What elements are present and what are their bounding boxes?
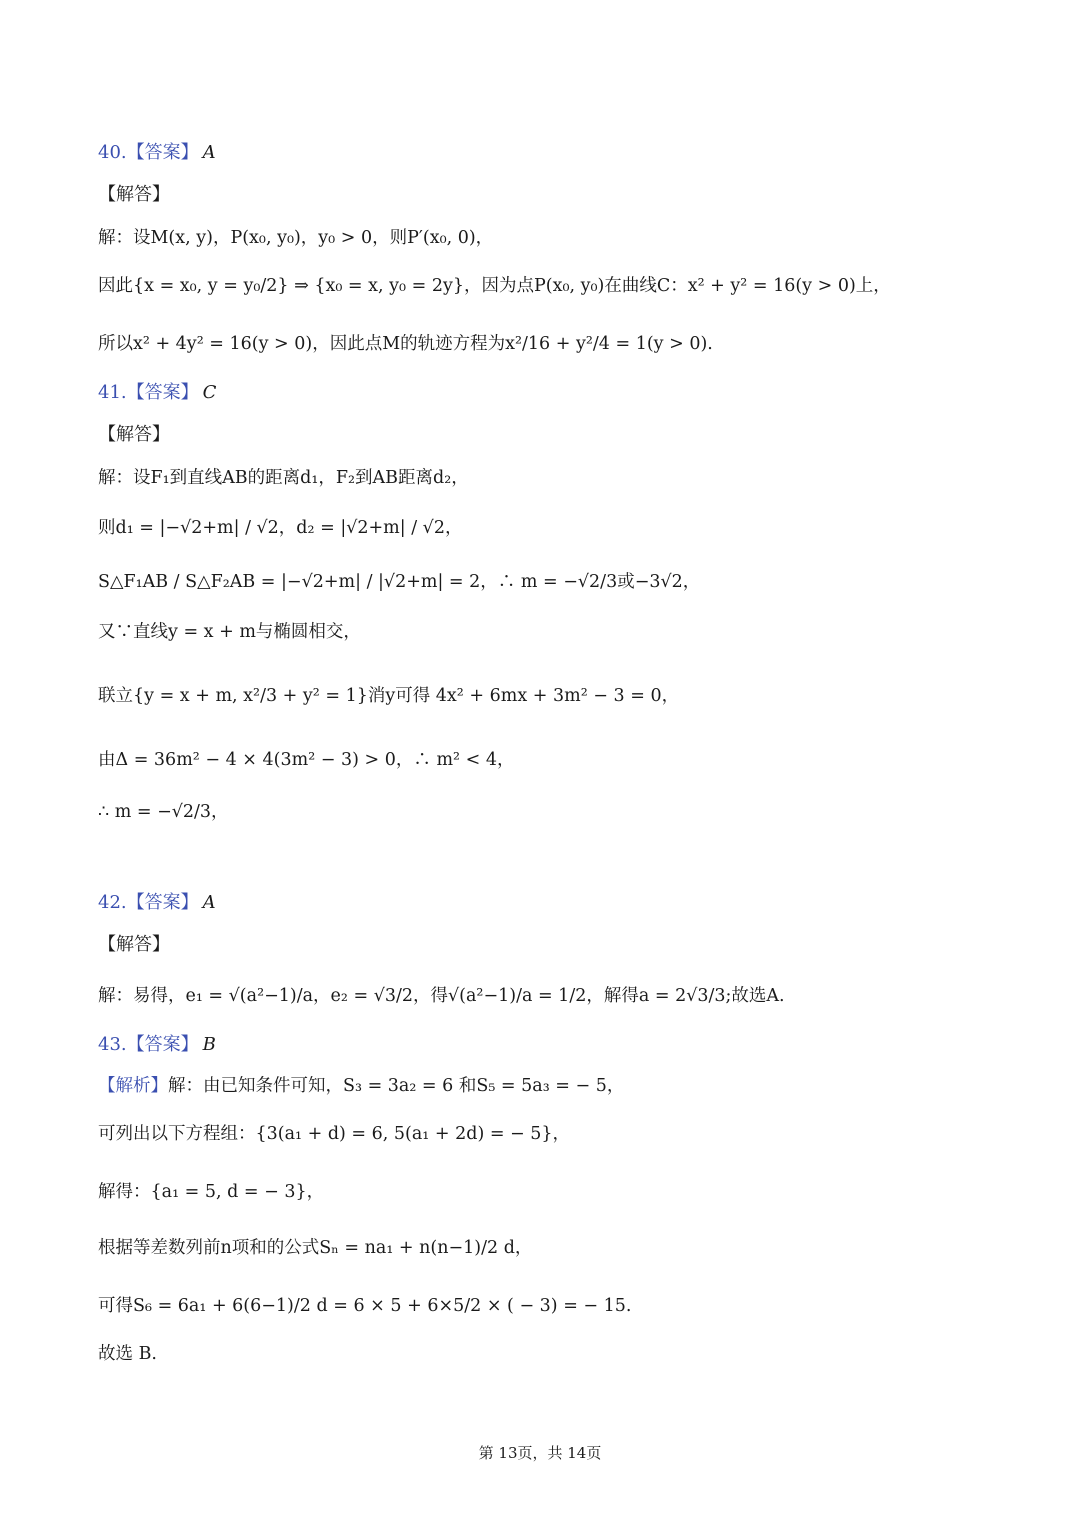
- q41-answer-line: [98, 384, 216, 402]
- q43-line-1-row: [98, 1078, 624, 1096]
- q43-line-1: 解：由已知条件可知，S₃ = 3a₂ = 6 和S₅ = 5a₃ = − 5，: [168, 1076, 625, 1096]
- q43-line-4: 根据等差数列前n项和的公式Sₙ = na₁ + n(n−1)/2 d，: [98, 1238, 533, 1258]
- q40-line-1: 解：设M(x, y)，P(x₀, y₀)，y₀ > 0，则P′(x₀, 0)，: [98, 228, 494, 248]
- q42-line-1: 解：易得，e₁ = √(a²−1)/a，e₂ = √3/2，得√(a²−1)/a = 1/2，解得a = 2√3/3;故选A.: [98, 986, 785, 1006]
- q41-solution-head: 【解答】: [98, 424, 170, 445]
- q43-answer: B: [202, 1034, 216, 1055]
- q40-solution-head: 【解答】: [98, 184, 170, 205]
- q43-answer-line: [98, 1036, 216, 1054]
- q41-line-3: S△F₁AB / S△F₂AB = |−√2+m| / |√2+m| = 2，∴ m = −√2/3或−3√2，: [98, 572, 701, 592]
- q41-line-4: 又∵直线y = x + m与椭圆相交，: [98, 622, 361, 642]
- q40-line-3: 所以x² + 4y² = 16(y > 0)，因此点M的轨迹方程为x²/16 + y²/4 = 1(y > 0).: [98, 334, 713, 354]
- q43-analysis-head: 【解析】: [98, 1076, 168, 1096]
- q43-line-6: 故选 B.: [98, 1344, 157, 1364]
- q43-line-2: 可列出以下方程组：{3(a₁ + d) = 6, 5(a₁ + 2d) = − 5}，: [98, 1124, 571, 1144]
- q40-answer-line: [98, 144, 216, 162]
- q41-line-7: ∴ m = −√2/3，: [98, 802, 229, 822]
- q40-line-2: 因此{x = x₀, y = y₀/2} ⇒ {x₀ = x, y₀ = 2y}，因为点P(x₀, y₀)在曲线C：x² + y² = 16(y > 0)上，: [98, 276, 891, 296]
- q40-number: 40.【答案】: [98, 142, 199, 163]
- q41-line-6: 由Δ = 36m² − 4 × 4(3m² − 3) > 0，∴ m² < 4，: [98, 750, 515, 770]
- q41-answer: C: [202, 382, 217, 403]
- q41-line-2: 则d₁ = |−√2+m| / √2，d₂ = |√2+m| / √2，: [98, 518, 463, 538]
- q41-line-5: 联立{y = x + m, x²/3 + y² = 1}消y可得 4x² + 6mx + 3m² − 3 = 0，: [98, 686, 680, 706]
- page-footer: 第 13页，共 14页: [478, 1444, 602, 1462]
- q40-answer: A: [202, 142, 216, 163]
- q43-line-5: 可得S₆ = 6a₁ + 6(6−1)/2 d = 6 × 5 + 6×5/2 × ( − 3) = − 15.: [98, 1296, 632, 1316]
- q42-number: 42.【答案】: [98, 892, 199, 913]
- q41-line-1: 解：设F₁到直线AB的距离d₁，F₂到AB距离d₂，: [98, 468, 469, 488]
- q41-number: 41.【答案】: [98, 382, 199, 403]
- q42-answer-line: [98, 894, 216, 912]
- q42-solution-head: 【解答】: [98, 934, 170, 955]
- q43-line-3: 解得：{a₁ = 5, d = − 3}，: [98, 1182, 325, 1202]
- q42-answer: A: [202, 892, 216, 913]
- q43-number: 43.【答案】: [98, 1034, 199, 1055]
